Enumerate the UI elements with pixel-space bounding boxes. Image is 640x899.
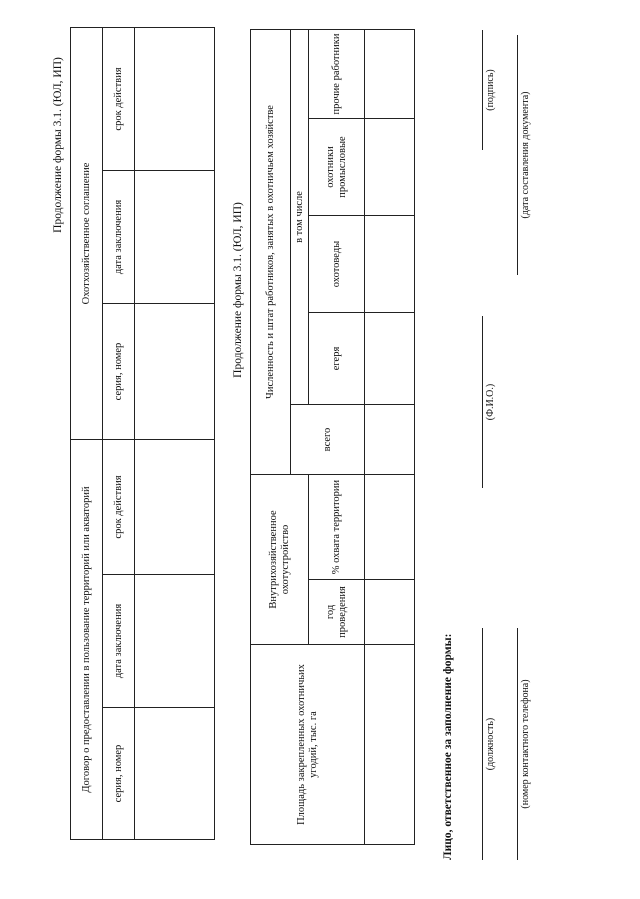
- phone-line[interactable]: [517, 628, 518, 860]
- table2-wrap: [250, 29, 415, 845]
- area-header: Площадь закрепленных охотничьих угодий, тыс. га: [251, 645, 365, 845]
- col-coverage: % охвата территории: [309, 475, 365, 580]
- table1-cell[interactable]: [135, 575, 215, 708]
- col-game-managers: охотоведы: [309, 216, 365, 313]
- date-caption: (дата составления документа): [520, 91, 531, 219]
- col-validity: срок действия: [103, 440, 135, 575]
- including-header: в том числе: [291, 29, 309, 404]
- position-caption: (должность): [485, 717, 496, 771]
- col-series-number-2: серия, номер: [103, 304, 135, 440]
- table2-cell[interactable]: [365, 119, 415, 216]
- signature-line[interactable]: [482, 30, 483, 150]
- table1-cell[interactable]: [135, 171, 215, 304]
- table2-cell[interactable]: [365, 475, 415, 580]
- table1-cell[interactable]: [135, 708, 215, 840]
- staff-header: Численность и штат работников, занятых в охотничьем хозяйстве: [251, 29, 291, 474]
- date-line[interactable]: [517, 35, 518, 275]
- hunting-agreement-header: Охотхозяйственное соглашение: [71, 28, 103, 440]
- col-validity-2: срок действия: [103, 28, 135, 171]
- col-conclusion-date-2: дата заключения: [103, 171, 135, 304]
- fio-line[interactable]: [482, 316, 483, 488]
- lease-contract-header: Договор о предоставлении в пользование территорий или акваторий: [71, 440, 103, 840]
- table1-cell[interactable]: [135, 304, 215, 440]
- table2-cell[interactable]: [365, 216, 415, 313]
- signature-block: [438, 25, 538, 860]
- col-conclusion-date: дата заключения: [103, 575, 135, 708]
- col-rangers: егеря: [309, 313, 365, 405]
- col-other-workers: прочие работники: [309, 29, 365, 118]
- table2-caption-wrap: [232, 195, 244, 385]
- staff-table: [250, 29, 415, 845]
- col-year: год проведения: [309, 580, 365, 645]
- total-header: всего: [291, 405, 365, 475]
- table1-caption: Продолжение формы 3.1. (ЮЛ, ИП): [52, 57, 64, 233]
- table2-cell[interactable]: [365, 405, 415, 475]
- fio-caption: (Ф.И.О.): [485, 383, 496, 421]
- table2-cell[interactable]: [365, 313, 415, 405]
- responsible-title: Лицо, ответственное за заполнение формы:: [442, 633, 454, 860]
- table1-cell[interactable]: [135, 28, 215, 171]
- contracts-table: [70, 27, 215, 840]
- col-hunters: охотники промысловые: [309, 119, 365, 216]
- table2-cell[interactable]: [365, 645, 415, 845]
- signature-caption: (подпись): [485, 69, 496, 111]
- table2-cell[interactable]: [365, 29, 415, 118]
- table2-cell[interactable]: [365, 580, 415, 645]
- table1-cell[interactable]: [135, 440, 215, 575]
- inner-survey-header: Внутрихозяйственное охотустройство: [251, 475, 309, 645]
- table1-wrap: [70, 27, 215, 840]
- col-series-number: серия, номер: [103, 708, 135, 840]
- table1-caption-wrap: [52, 50, 64, 240]
- phone-caption: (номер контактного телефона): [520, 679, 531, 809]
- table2-caption: Продолжение формы 3.1. (ЮЛ, ИП): [232, 202, 244, 378]
- position-line[interactable]: [482, 628, 483, 860]
